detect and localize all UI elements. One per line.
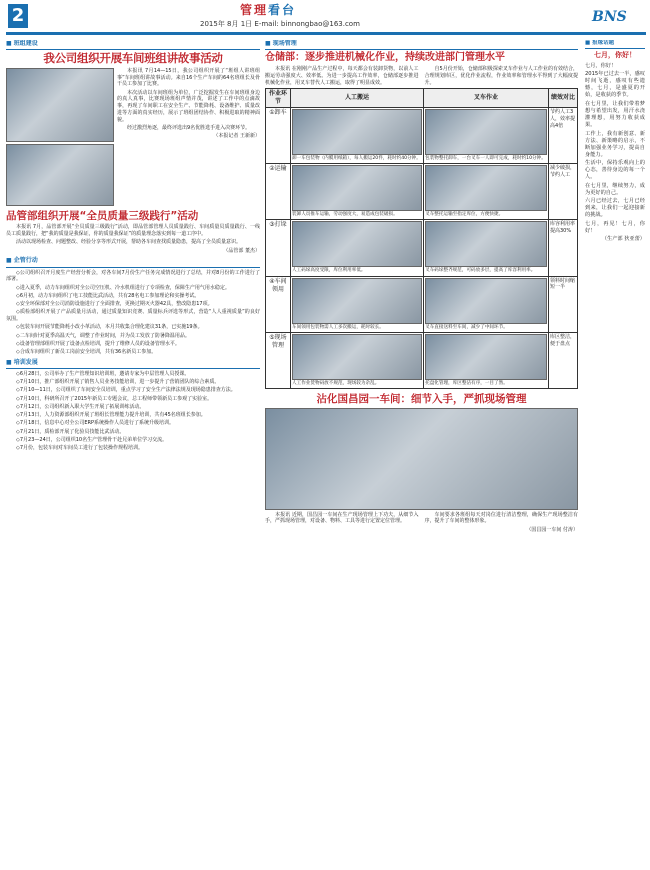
brief: ◇质检部组织开展了产品质量月活动，通过质量知识竞赛、质量标兵评选等形式，营造“人人重视质量”的良好氛围。: [6, 309, 260, 323]
caption: 车间领用包装物需人工多次搬运，耗时较长。: [292, 324, 384, 330]
effect-cell: 库区整洁，便于盘点: [549, 332, 578, 388]
table-header: 绩效对比: [549, 88, 578, 107]
article1-layout: [6, 68, 260, 206]
section-label: ■ 报缘话题: [585, 40, 645, 49]
forklift-cell: [424, 108, 549, 164]
brief: ◇6月初，动力车间组织了电工技能比武活动，共有28名电工参加理论和实操考试。: [16, 292, 200, 299]
masthead: [240, 2, 296, 18]
comparison-table: [265, 88, 578, 389]
brief: ◇安全环保部对全公司消防设施进行了全面排查，更换过期灭火器42具，整改隐患17项。: [16, 301, 213, 308]
essay-title: 七月，你好！: [594, 51, 636, 60]
paragraph: 工作上，我有新创意、新方法、新策略的启示，不断加强业务学习，提高自身能力。: [585, 130, 645, 158]
brief: ◇7月10—11日，公司组织了车间安全员培训，重点学习了安全生产法律法规及现场隐患排查方法。: [16, 387, 236, 394]
step-cell: ②运输: [266, 164, 291, 220]
paragraph: 在七月里，继续努力，成为更好的自己。: [585, 182, 645, 196]
paragraph: 经过激烈角逐，最终评选出9名优胜选手进入决赛环节。: [127, 124, 251, 131]
table-header: 人工搬运: [291, 88, 424, 107]
brief: ◇6月28日，公司举办了生产管理知识培训班，邀请专家为中层管理人员授课。: [16, 370, 190, 377]
caption: 人工码垛高度受限，库位利用率低。: [292, 268, 366, 274]
table-header: 叉车作业: [424, 88, 549, 107]
effect-cell: 减少破损，节约人工: [549, 164, 578, 220]
manual-photo: [292, 278, 422, 324]
step-cell: ⑤现场管理: [266, 332, 291, 388]
step-cell: ④车间领用: [266, 276, 291, 332]
paragraph: 活动以现场检查、问题整改、经验分享等形式开展，帮助各车间查找质量隐患，提高了全员质量意识。: [16, 239, 242, 246]
effect-cell: 节约人工3人，效率提高4倍: [549, 108, 578, 164]
table-header: 作业环节: [266, 88, 291, 107]
brief: ◇7月10日，科研所召开了2015年新员工专题会议，总工程师带领新员工参观了实验室。: [16, 395, 213, 402]
caption: 叉车直接送料至车间，减少了中间环节。: [425, 324, 508, 330]
forklift-cell: [424, 220, 549, 276]
caption: 叉车码垛整齐规范，可码放多层，提高了库容利用率。: [425, 268, 536, 274]
page-number: 2: [8, 4, 28, 28]
caption: 卸一车包装物（内膜用纸箱），每人搬运20件，耗时约40分钟。: [292, 156, 421, 162]
manual-photo: [292, 221, 422, 267]
table-header-row: [266, 88, 578, 107]
effect-cell: 领料时间缩短一半: [549, 276, 578, 332]
forklift-cell: [424, 276, 549, 332]
paragraph: 2015年已过去一半，感叹时间飞逝，感叹有些遗憾，七月，是盛夏的开始，是收获的季节。: [585, 71, 645, 99]
brief: ◇7月10日，推广部组织开展了销售人员业务技能培训，进一步提升了营销团队的综合素质。: [16, 379, 220, 386]
right-column: [585, 40, 645, 866]
manual-cell: [291, 108, 424, 164]
paragraph: 本报讯 近期，国昌园一车间在生产现场管理上下功夫，从细节入手，严抓现场管理，对设备、物料、工具等进行定置定位管理。: [265, 511, 419, 525]
brief: ◇包装车间开展节能降耗小改小革活动，本月共收集合理化建议31条，已实施19条。: [16, 324, 203, 331]
article2-body: [265, 512, 578, 534]
left-column: [6, 40, 260, 866]
forklift-photo: [425, 165, 547, 211]
table-row: [266, 164, 578, 220]
forklift-photo: [425, 278, 547, 324]
event-photo: [6, 68, 114, 142]
brief: ◇进入夏季，动力车间组织对全公司空压机、冷水机组进行了专项检查，保障生产用气用水稳定。: [16, 284, 230, 291]
dateline: 2015年 8月 1日 E-mail: binnongbao@163.com: [200, 20, 360, 28]
manual-cell: [291, 164, 424, 220]
brief: ◇7月18日，信息中心对全公司ERP系统操作人员进行了系统升级培训。: [16, 420, 175, 427]
brief: ◇公司组织召开月度生产经营分析会，对各车间7月份生产任务完成情况进行了总结，并对8月份的工作进行了部署。: [6, 269, 260, 283]
newspaper-logo: BNS: [592, 9, 627, 25]
table-row: [266, 332, 578, 388]
paragraph: 六月已经过去，七月已经到来，让我们一起迎接新的挑战。: [585, 198, 645, 219]
table-row: [266, 108, 578, 164]
brief: ◇7月12日，公司组织新入职大学生开展了拓展训练活动。: [16, 403, 145, 410]
masthead-b: 看台: [268, 3, 297, 17]
article-title: 品管部组织开展“全员质量三级践行”活动: [6, 209, 199, 222]
brief: ◇设备管理部组织开展了设备点检培训，提升了维修人员的设备管理水平。: [16, 340, 180, 347]
article1-photos: [6, 68, 114, 206]
page-header: [0, 0, 650, 38]
forklift-cell: [424, 164, 549, 220]
section-label: ■ 企管行动: [6, 257, 260, 267]
brief: ◇7月23—24日，公司组织10名生产管理骨干赴兄弟单位学习交流。: [16, 436, 168, 443]
masthead-a: 管理: [240, 3, 269, 17]
brief: ◇7月13日，人力资源部组织开展了班组长管理能力提升培训，共有45名班组长参加。: [16, 412, 206, 419]
article-title: 我公司组织开展车间班组讲故事活动: [43, 51, 223, 66]
credit: （国昌园一车间 付涛）: [526, 526, 578, 533]
paragraph: 在七月里，让我们带着梦想与希望出发，用汗水浇灌理想，用努力收获成果。: [585, 100, 645, 128]
section-label: ■ 班组建设: [6, 40, 260, 50]
forklift-photo: [425, 109, 547, 155]
forklift-cell: [424, 332, 549, 388]
table-row: [266, 220, 578, 276]
forklift-photo: [425, 334, 547, 380]
credit: （品管部 董杰）: [223, 247, 260, 254]
caption: 托盘化管理，库区整洁有序，一目了然。: [425, 380, 508, 386]
credit: （生产部 狄亚蕾）: [601, 236, 645, 243]
manual-cell: [291, 220, 424, 276]
paragraph: 本报讯 7月14—15日，我公司组织开展了“班组人讲班组事”车间班组讲故事活动。来自16个生产车间的64名班组长及骨干员工参加了比赛。: [117, 67, 260, 88]
event-photo: [6, 144, 114, 206]
manual-cell: [291, 276, 424, 332]
paragraph: 生活中，保持乐观向上的心态，善待身边的每一个人。: [585, 160, 645, 181]
paragraph: 自5月份开始，仓储部积极探索叉车作业与人工作业的有效结合，合理规划库区，优化作业流程，作业效率和管理水平得到了大幅度提升。: [424, 66, 578, 86]
paragraph: 七月，你好！: [585, 62, 617, 69]
caption: 包装物整托卸车，一台叉车一人即可完成，耗时约10分钟。: [425, 156, 546, 162]
table-row: [266, 276, 578, 332]
step-cell: ①卸车: [266, 108, 291, 164]
article-title: 沾化国昌园一车间：细节入手，严抓现场管理: [316, 392, 527, 405]
effect-cell: 库容利用率提高30%: [549, 220, 578, 276]
caption: 人工作业货物码放不规范，现场较为杂乱。: [292, 380, 380, 386]
forklift-photo: [425, 221, 547, 267]
article1-body: [117, 68, 260, 206]
manual-photo: [292, 109, 422, 155]
paragraph: 本报讯 7月，品管部开展“全员质量三级践行”活动，即品管部管理人员质量践行、车间质量员质量践行、一线员工质量践行，把“我的质量是我保证，你的质量我保证”的质量理念落实到每一道工序中。: [6, 224, 260, 238]
caption: 装卸人员推车运输，劳动强度大，易造成包装破损。: [292, 212, 398, 218]
intro-text: [265, 66, 578, 88]
middle-column: [265, 40, 578, 866]
paragraph: 本报讯 在刚刚产品生产过程中，每天都会有装卸货物，以前人工搬运劳动强度大、效率低。为进一步提高工作效率，仓储部逐步推进机械化作业，用叉车替代人工搬运，取得了明显成效。: [265, 66, 419, 86]
caption: 叉车整托运输至指定库位，方便快捷。: [425, 212, 504, 218]
brief: ◇二车间针对夏季高温天气，调整了作业时间，并为员工发放了防暑降温用品。: [16, 332, 190, 339]
section-label: ■ 现场管理: [265, 40, 578, 50]
section-label: ■ 培训发展: [6, 359, 260, 369]
paragraph: 本次活动以车间班组为单位，广泛挖掘发生在车间班组身边的真人真事，比赛现场班组声情并茂，讲述了工作中的点滴故事，再现了车间职工在安全生产、节能降耗、设备维护、质量改进等方面的真实经历，展示了班组团结协作、积极进取的精神面貌。: [117, 89, 260, 123]
header-rule: [6, 32, 646, 35]
paragraph: 七月，再见！七月，你好！: [585, 220, 645, 234]
step-cell: ③打垛: [266, 220, 291, 276]
credit: （本报记者 王新新）: [213, 133, 260, 140]
brief: ◇7月份，包装车间对车间员工进行了包装操作规程培训。: [16, 445, 144, 452]
manual-photo: [292, 165, 422, 211]
brief: ◇合成车间组织了新员工岗前安全培训，共有36名新员工参加。: [16, 349, 157, 356]
manual-photo: [292, 334, 422, 380]
workshop-photo: [265, 408, 578, 510]
brief: ◇7月21日，质检部开展了化验员技能比武活动。: [16, 428, 125, 435]
article-title: 仓储部：逐步推进机械化作业，持续改进部门管理水平: [265, 52, 505, 64]
manual-cell: [291, 332, 424, 388]
paragraph: 车间要求各班组每天对岗位进行清洁整理，确保生产现场整洁有序，提升了车间的整体形象。: [424, 511, 578, 525]
